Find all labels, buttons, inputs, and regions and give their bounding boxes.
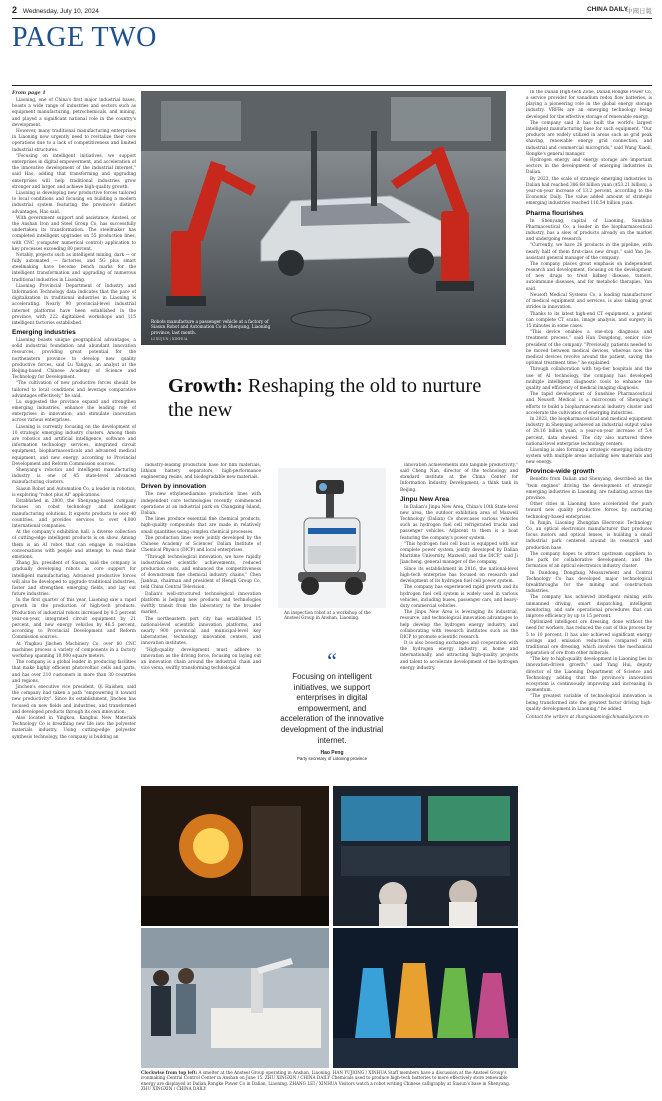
paragraph: It is also boosting exchanges and cooperation with the hydrogen energy industry at home and internationally, and attracting high-quality projects and talent to accelerate development of the hydrogen energy industry. — [400, 641, 518, 671]
paragraph: "The key to high-quality development in Liaoning lies in innovation-driven growth," said Yang Hui, deputy director of the Liaoning Department of Science and Technology, adding that the province's innovation ecosystem is continuously improving and increasing in momentum. — [526, 657, 652, 694]
paragraph: Dalian's well-structured technological innovation platform is helping new products and technologies swiftly transit from the laboratory to the broader market. — [141, 591, 261, 616]
bottom-caption — [141, 1070, 518, 1091]
paragraph: innovation achievements into tangible productivity," said Cheng Nan, director of the technology and standard institute at the China Center for Information Industry Development, a think tank in Beijing. — [400, 463, 518, 493]
paragraph: However, many traditional manufacturing enterprises in Liaoning now urgently need to revitalize their core operations due to a lack of competitiveness and limited industrial structures. — [12, 129, 136, 153]
paragraph: The lines produce essential fine chemical products, high-quality compounds that are made in relatively small quantities using complex chemical processes. — [141, 517, 261, 535]
paragraph: Through collaboration with top-tier hospitals and the use of AI technology, the company has developed multiple intelligent diagnostic tools to enhance the quality and efficiency of medical imaging diagnosis. — [526, 367, 652, 391]
quote-text: Focusing on intelligent initiatives, we support enterprises in digital empowerment, and acceleration of the innovative development of the industrial internet. — [280, 672, 384, 745]
paragraph: Shenyang's robotics and intelligent manufacturing industry is one of 45 state-level advanced manufacturing clusters. — [12, 468, 136, 486]
subhead-jinpu: Jinpu New Area — [400, 495, 450, 503]
paragraph: "The cultivation of new productive forces should be tailored to local conditions and leverage comparative advantages effectively," he said. — [12, 381, 136, 399]
paragraph: In 2023, the biopharmaceutical and medical equipment industry in Shenyang achieved an industrial output value of 28.16 billion yuan, a year-on-year increase of 5.4 percent, data showed. The city also nurtured three national-level enterprise technology centers. — [526, 417, 652, 447]
paragraph: Thanks to its latest high-end CT equipment, a patient can complete CT scans, image analysis, and surgery in 15 minutes in some cases. — [526, 311, 652, 329]
inspection-robot-image — [278, 468, 386, 608]
paragraph: Notably, projects such as intelligent mining, dark — or fully automated — factories, and 5G plus smart steelmaking have become bench marks for the intelligent transformation and upgrading of numerous traditional industries in Liaoning. — [12, 253, 136, 283]
column-1 — [12, 90, 136, 1090]
bottom-caption-text: A smelter at the Ansteel Group operating in Anshan, Liaoning. HAN YUJIONG / XINHUA Staff members have a discussion at the Ansteel Group's ironmaking Central Control Center in Anshan on June 15. ZHU XINGXIN / CHINA DAILY Chemicals used to produce high-tech batteries to more effectively store renewable energy are displayed at Dalian Rongke Power Co in Dalian, Liaoning. ZHANG LEI / XINHUA Visitors watch a robot writing Chinese calligraphy at Siasun's base in Shenyang. ZHU XINGXIN / CHINA DAILY — [141, 1070, 511, 1091]
subhead-province: Province-wide growth — [526, 468, 595, 476]
paragraph: "Focusing on intelligent initiatives, we support enterprises in digital empowerment, and acceleration of the innovative development of the industrial internet," said Hao, adding that transforming and upgrading enterprises will help traditional industries grow stronger and larger, and achieve high-quality growth. — [12, 153, 136, 190]
paragraph: Other cities in Liaoning have accelerated the push toward new quality productive forces by nurturing technology-based enterprises. — [526, 502, 652, 520]
paragraph: Zhang Jin, president of Siasun, said the company is gradually developing robots as core support for intelligent manufacturing. Advanced productive forces will also be developed to upgrade traditional industries, foster and strengthen emerging fields, and lay out future industries. — [12, 561, 136, 597]
smelter-image — [141, 786, 329, 926]
paragraph: In Panjin, Liaoning Zhongdan Electronic Technology Co, an optical electronics manufacturer that produces focus motors and optical lenses, is building a small industrial park centered around its research and production base. — [526, 520, 652, 551]
paragraph: In Shenyang, capital of Liaoning, Sunshine Pharmaceutical Co, a leader in the biopharmaceutical industry, has a slew of products already on the market and undergoing research. — [526, 218, 652, 242]
paragraph: The company hopes to attract upstream suppliers to the park for collaborative development, and the formation of an optical electronics industry cluster. — [526, 551, 652, 570]
paragraph: "Currently, we have 26 products in the pipeline, with nearly half of them first-class new drugs," said Yan Jie, assistant general manager of the company. — [526, 243, 652, 261]
paragraph: The company has experienced rapid growth and its hydrogen fuel cell system is widely used in various vehicles, including buses, passenger cars, and heavy-duty commercial vehicles. — [400, 585, 518, 609]
paragraph: Liaoning is currently focusing on the development of 10 strategic emerging industry clusters. Among them are robotics and artificial intelligence, software and information technology services, integrated circuit equipment, biopharmaceuticals and advanced medical equipment, and new energy, according to Provincial Development and Reform Commission sources. — [12, 424, 136, 467]
paragraph: The company said it has built the world's largest intelligent manufacturing base for such equipment. "Our products are widely utilized in areas such as grid peak shaving, renewable energy grid connection, and industrial and commercial microgrids," said Wang Xiaoli, Rongke's general manager. — [526, 120, 652, 157]
column-4 — [526, 90, 652, 1093]
paragraph: The northeastern port city has established 15 national-level scientific innovation platforms, and nearly 900 provincial and municipal-level key laboratories, technology innovation centers, and innovation institutes. — [141, 616, 261, 647]
quote-title: Party secretary of Liaoning province — [296, 756, 368, 762]
calligraphy-robot-image — [141, 928, 329, 1068]
main-photo — [141, 91, 506, 345]
paragraph: Liaoning Provincial Department of Industry and Information Technology data indicates that the pace of digitalization in traditional industries in Liaoning is accelerating. Nearly 90 provincial-level industrial internet platforms have been established in the province, with 222 digitalized workshops and 115 intelligent factories established. — [12, 283, 136, 326]
paragraph: Neusoft Medical Systems Co, a leading manufacturer of medical equipment and services, is also taking great strides in innovation. — [526, 292, 652, 311]
calligraphy-robot-photo — [141, 928, 329, 1068]
paragraph: In the first quarter of this year, Liaoning saw a rapid growth in the production of high-tech products. Production of industrial robots increased by 8.5 percent year-on-year, integrated circuit equipment by 21 percent, and new energy vehicles by 46.5 percent, according to Provincial Development and Reform Commission sources. — [12, 598, 136, 641]
quote-name: Hao Peng — [320, 750, 344, 757]
main-photo-caption: Robots manufacture a passenger vehicle at a factory of Siasun Robot and Automation Co in Shenyang, Liaoning province, last month. — [151, 319, 271, 335]
paragraph: In Dalian's Jinpu New Area, China's 10th State-level new area, the outdoor exhibition area of Maxwell Technology (Dalian) Co showcases various vehicles such as hydrogen fuel cell refrigerated trucks and passenger vehicles. Adjacent to them is a boat featuring the company's power system. — [400, 504, 518, 541]
paragraph: Hydrogen energy and energy storage are important sectors in the development of emerging industries in Dalian. — [526, 158, 652, 176]
paragraph: Since its establishment in 2016, the national-level high-tech enterprise has focused on research and development of its hydrogen fuel cell power system. — [400, 566, 518, 585]
paragraph: "Through technological innovation, we have rapidly industrialized scientific achievements, reduced production costs, and enhanced the competitiveness of downstream fine chemical industry chains," Chen Jianhua, chairman and president of Hengli Group Co, told China Central Television. — [141, 554, 261, 591]
paper-name: CHINA DAILY — [586, 6, 628, 13]
bottom-caption-lead: Clockwise from top left: — [141, 1070, 198, 1075]
paragraph: At the company's exhibition hall, a diverse collection of cutting-edge intelligent products is on show. Among them is an AI robot that can engage in real-time conversations with people and attempt to read their emotions. — [12, 530, 136, 560]
paragraph: Liaoning, one of China's first major industrial bases, boasts a wide range of industries and sectors such as equipment manufacturing, petrochemicals, and mining, and played a significant national role in the country's development. — [12, 98, 136, 128]
paragraph: Siasun Robot and Automation Co, a leader in robotics, is exploring "robot plus AI" applications. — [12, 486, 136, 498]
paragraph: industry-leading production base for film materials, lithium battery separators, high-performance engineering resins, and biodegradable new materials. — [141, 463, 261, 481]
paragraph: Liaoning is also forming a strategic emerging industry system with multiple areas including new materials and new energy. — [526, 448, 652, 466]
paragraph: At Yingkou Jinchen Machinery Co, over 60 CNC machines process a variety of components in a factory workshop spanning 10,000 square meters. — [12, 641, 136, 659]
paragraph: By 2023, the scale of strategic emerging industries in Dalian had reached 386.68 billion yuan ($53.21 billion), a year-on-year increase of 13.2 percent, according to the Economic Daily. The value added amount of strategic emerging industries reached 116.54 billion yuan. — [526, 176, 652, 207]
quote-mark-icon: “ — [327, 648, 337, 673]
inspection-robot-caption: An inspection robot at a workshop of the Ansteel Group in Anshan, Liaoning. — [284, 610, 371, 621]
factory-robots-image — [141, 91, 506, 345]
paragraph: "This device enables a one-stop diagnosis and treatment process," said Han Dongdong, senior vice-president of the company. "Previously, patients needed to be moved between medical devices, whereas now the medical devices revolve around the patient, saving the optimal treatment time," he explained. — [526, 330, 652, 367]
subhead-emerging: Emerging industries — [12, 329, 76, 337]
smelter-photo — [141, 786, 329, 926]
column-2 — [141, 463, 261, 781]
pull-quote — [278, 648, 386, 762]
inspection-robot-photo — [278, 468, 386, 608]
paragraph: The Jinpu New Area is leveraging its industrial, resource, and technological innovation advantages to help develop the hydrogen energy industry, and collaborating with research institutes such as the DICP to promote scientific research. — [400, 610, 518, 640]
paragraph: The production lines were jointly developed by the Chinese Academy of Sciences' Dalian Institute of Chemical Physics (DICP) and local enterprises. — [141, 535, 261, 554]
paragraph: "This hydrogen fuel cell boat is equipped with our complete power system, jointly developed by Dalian Maritime University, Maxwell, and the DICP," said Ji Jiancheng, general manager of the company. — [400, 541, 518, 566]
control-center-image — [333, 786, 518, 926]
battery-chemicals-photo — [333, 928, 518, 1068]
paragraph: Liaoning boasts unique geographical advantages, a solid industrial foundation and abundant innovation resources, providing great potential for the northeastern province to develop new quality productive forces, said Lu Yangyu, an analyst at the Beijing-based Chinese Academy of Science and Technology for Development. — [12, 338, 136, 380]
issue-date: Wednesday, July 10, 2024 — [22, 8, 99, 15]
headline-bold: Growth: — [168, 375, 243, 397]
contact-line: Contact the writers at zhangxiaomin@chinadaily.com.cn — [526, 714, 649, 720]
paragraph: Also located in Yingkou, Kanghui New Materials Technology Co is breathing new life into the polyester materials industry. Using cutting-edge polyester synthesis technology, the company is building an — [12, 716, 136, 740]
battery-chemicals-image — [333, 928, 518, 1068]
paragraph: The rapid development of Sunshine Pharmaceutical and Neusoft Medical is a microcosm of Shenyang's efforts to build a biopharmaceutical industry cluster and accelerate the cultivation of emerging industries. — [526, 392, 652, 416]
paper-logo: 中國日報 — [626, 8, 652, 15]
headline-rest: Reshaping the old to nurture the new — [168, 375, 482, 421]
subhead-driven: Driven by innovation — [141, 483, 207, 491]
paragraph: "The greatest variable of technological innovation is being transformed into the greatest factor driving high-quality development in Liaoning," he added. — [526, 694, 652, 712]
header-rule — [12, 18, 652, 19]
paragraph: With government support and assistance, Ansteel, or the Anshan Iron and Steel Group Co, has successfully undertaken its transformation. The steelmaker has completed intelligent upgrades on 55 production lines, with CNC (computer numerical control) application to key processes exceeding 80 percent. — [12, 215, 136, 252]
subhead-pharma: Pharma flourishes — [526, 209, 584, 217]
paragraph: The company has achieved intelligent mining with unmanned driving, smart dispatching, intelligent monitoring, and safe operational procedures that can improve efficiency by up to 15 percent. — [526, 595, 652, 619]
paragraph: In Dandong, Dongfang Measurement and Control Technology Co has developed major technological breakthroughs for the mining and construction industries. — [526, 570, 652, 595]
dateline — [12, 5, 652, 17]
kicker: From page 1 — [12, 90, 46, 96]
paragraph: The company places great emphasis on independent research and development, focusing on the development of new drugs to treat kidney disease, tumors, autoimmune diseases, and for metabolic therapies, Yan said. — [526, 262, 652, 292]
column-3 — [400, 463, 518, 781]
paragraph: Jinchen's executive vice president, Qi Haishen, said the company had taken a path "empowering it toward new productivity". Since its establishment, Jinchen has focused on new fields and industries, and transformed and developed products through its own innovation. — [12, 685, 136, 715]
title-rule — [12, 85, 652, 86]
page-number: 2 — [12, 5, 18, 15]
paragraph: In the Dalian High-tech Zone, Dalian Rongke Power Co, a service provider for vanadium redox flow batteries, is playing a pioneering role in the global energy storage industry. VRFBs are an emerging technology being developed for the effective storage of renewable energy. — [526, 90, 652, 120]
headline — [168, 374, 508, 422]
paragraph: Lu suggested the province expand and strengthen emerging industries, enhance the leading role of enterprises in innovation, and stimulate innovation across various enterprises. — [12, 400, 136, 424]
main-photo-credit: LI XUJUN / XINHUA — [151, 337, 188, 341]
paragraph: Established in 2000, the Shenyang-based company focuses on robot technology and intelligent manufacturing solutions. It exports products to over 40 countries, and provides services to over 4,000 international companies. — [12, 499, 136, 529]
control-center-photo — [333, 786, 518, 926]
paragraph: "High-quality development must adhere to innovation as the driving force, focusing on laying out an innovation chain around the industrial chain and vice versa, swiftly transforming technological — [141, 647, 261, 671]
paragraph: The company is a global leader in producing facilities that make highly efficient photovoltaic cells and parts, and has over 210 customers in more than 30 countries and regions. — [12, 660, 136, 684]
paragraph: Liaoning is developing new productive forces tailored to local conditions and focusing on building a modern industrial system featuring the province's distinct advantages, Hao said. — [12, 191, 136, 215]
paragraph: Optimized intelligent ore dressing, done without the need for workers, has reduced the cost of this process by 5 to 10 percent. It has also achieved significant energy savings and emission reductions compared with traditional ore dressing, which involves the mechanical separation of ore from other minerals. — [526, 620, 652, 656]
paragraph: Benefits from Dalian and Shenyang, described as the "twin engines" driving the development of strategic emerging industries in Liaoning, are radiating across the province. — [526, 477, 652, 501]
paragraph: The new ethylenediamine production lines with independent core technologies recently commenced operations at an industrial park on Changxing Island, Dalian. — [141, 492, 261, 516]
page-title: PAGE TWO — [12, 22, 157, 53]
